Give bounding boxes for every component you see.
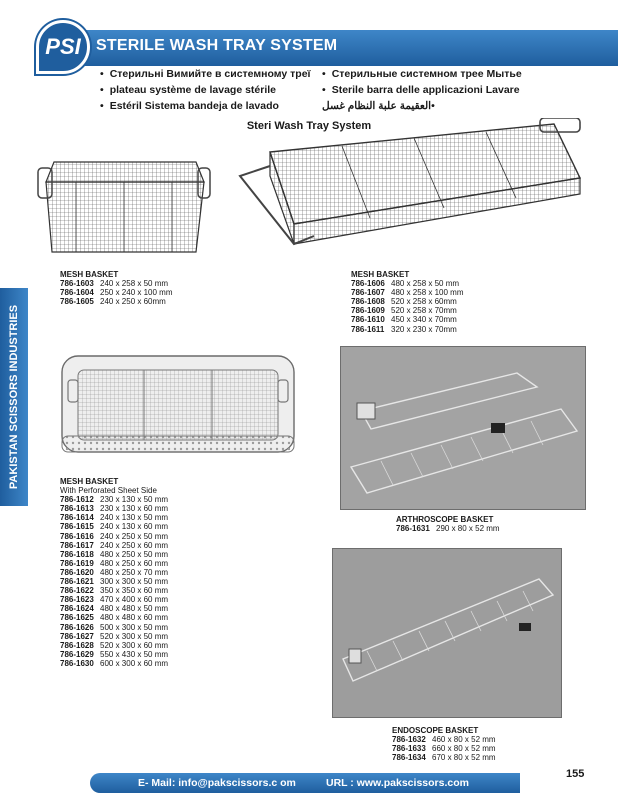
company-logo <box>36 20 90 74</box>
item-code: 786-1619 <box>60 558 94 568</box>
group-title: ARTHROSCOPE BASKET <box>396 515 494 524</box>
page-title: STERILE WASH TRAY SYSTEM <box>96 37 338 54</box>
list-item <box>60 659 168 668</box>
list-item <box>60 532 168 541</box>
mesh-basket-small-image <box>36 148 212 260</box>
list-item <box>60 279 172 288</box>
item-size: 240 x 130 x 60 mm <box>100 522 169 532</box>
list-item <box>60 541 168 550</box>
item-size: 240 x 250 x 50 mm <box>100 531 169 541</box>
list-item <box>60 568 168 577</box>
bullet-item: • العقيمة علبة النظام غسل <box>322 100 544 116</box>
item-code: 786-1610 <box>351 315 385 325</box>
item-size: 660 x 80 x 52 mm <box>432 744 496 754</box>
item-size: 230 x 130 x 60 mm <box>100 504 169 514</box>
item-size: 290 x 80 x 52 mm <box>436 524 500 534</box>
item-code: 786-1609 <box>351 306 385 316</box>
bullet-item: • Estéril Sistema bandeja de lavado <box>100 100 322 116</box>
list-item <box>60 604 168 613</box>
item-code: 786-1629 <box>60 649 94 659</box>
list-item <box>60 586 168 595</box>
item-size: 480 x 258 x 50 mm <box>391 279 460 289</box>
list-item <box>60 595 168 604</box>
item-size: 520 x 258 x 70mm <box>391 306 457 316</box>
item-code: 786-1626 <box>60 622 94 632</box>
footer-url-link[interactable]: URL : www.pakscissors.com <box>326 777 469 789</box>
item-size: 460 x 80 x 52 mm <box>432 735 496 745</box>
footer-email-link[interactable]: E- Mail: info@pakscissors.c om <box>138 777 296 789</box>
list-item <box>60 559 168 568</box>
list-item <box>60 613 168 622</box>
list-item <box>351 306 463 315</box>
product-group-mesh-basket-2 <box>351 270 463 334</box>
bullet-item: • Sterile barra delle applicazioni Lavare <box>322 84 544 100</box>
item-code: 786-1632 <box>392 735 426 745</box>
item-size: 480 x 480 x 60 mm <box>100 613 169 623</box>
list-item <box>351 315 463 324</box>
item-code: 786-1604 <box>60 288 94 298</box>
arthroscope-basket-photo <box>340 346 586 510</box>
multilingual-bullets <box>100 68 580 116</box>
group-title: MESH BASKET <box>60 477 119 486</box>
list-item <box>60 522 168 531</box>
product-group-perforated-basket <box>60 477 168 668</box>
product-group-endoscope-basket <box>392 726 496 762</box>
item-size: 550 x 430 x 50 mm <box>100 649 169 659</box>
logo-text: PSI <box>45 34 81 59</box>
side-label: PAKISTAN SCISSORS INDUSTRIES <box>8 304 20 490</box>
list-item <box>351 297 463 306</box>
item-code: 786-1612 <box>60 495 94 505</box>
item-size: 300 x 300 x 50 mm <box>100 577 169 587</box>
item-size: 480 x 250 x 70 mm <box>100 567 169 577</box>
list-item <box>392 744 496 753</box>
item-code: 786-1630 <box>60 658 94 668</box>
item-size: 670 x 80 x 52 mm <box>432 753 496 763</box>
list-item <box>351 279 463 288</box>
perforated-tray-image <box>58 350 298 458</box>
item-size: 480 x 480 x 50 mm <box>100 604 169 614</box>
bullet-item: • Стерильные системном трее Мытье <box>322 68 544 84</box>
item-size: 450 x 340 x 70mm <box>391 315 457 325</box>
list-item <box>60 550 168 559</box>
list-item <box>60 577 168 586</box>
list-item <box>351 288 463 297</box>
item-size: 320 x 230 x 70mm <box>391 324 457 334</box>
item-size: 240 x 130 x 50 mm <box>100 513 169 523</box>
list-item <box>60 297 172 306</box>
list-item <box>60 650 168 659</box>
item-code: 786-1620 <box>60 567 94 577</box>
item-code: 786-1618 <box>60 549 94 559</box>
item-code: 786-1617 <box>60 540 94 550</box>
bullet-item: • plateau système de lavage stérile <box>100 84 322 100</box>
item-code: 786-1627 <box>60 631 94 641</box>
item-size: 480 x 258 x 100 mm <box>391 288 464 298</box>
product-group-mesh-basket-1 <box>60 270 172 306</box>
item-code: 786-1622 <box>60 586 94 596</box>
list-item <box>351 325 463 334</box>
item-code: 786-1613 <box>60 504 94 514</box>
item-code: 786-1605 <box>60 297 94 307</box>
item-size: 600 x 300 x 60 mm <box>100 658 169 668</box>
item-code: 786-1634 <box>392 753 426 763</box>
list-item <box>60 513 168 522</box>
item-code: 786-1631 <box>396 524 430 534</box>
list-item <box>60 495 168 504</box>
item-code: 786-1621 <box>60 577 94 587</box>
bullet-row <box>100 68 580 84</box>
item-code: 786-1633 <box>392 744 426 754</box>
item-code: 786-1606 <box>351 279 385 289</box>
group-title: MESH BASKET <box>351 270 410 279</box>
item-size: 240 x 258 x 50 mm <box>100 279 169 289</box>
group-title: MESH BASKET <box>60 270 119 279</box>
endoscope-basket-photo <box>332 548 562 718</box>
item-size: 250 x 240 x 100 mm <box>100 288 173 298</box>
list-item <box>392 735 496 744</box>
item-size: 520 x 300 x 60 mm <box>100 640 169 650</box>
item-code: 786-1623 <box>60 595 94 605</box>
list-item <box>60 632 168 641</box>
item-size: 520 x 258 x 60mm <box>391 297 457 307</box>
item-code: 786-1625 <box>60 613 94 623</box>
item-code: 786-1628 <box>60 640 94 650</box>
page-number: 155 <box>566 768 585 780</box>
group-subtitle: With Perforated Sheet Side <box>60 486 157 496</box>
mesh-basket-large-image <box>234 118 594 268</box>
product-group-arthroscope-basket <box>396 515 500 533</box>
item-code: 786-1603 <box>60 279 94 289</box>
section-heading: Steri Wash Tray System <box>246 120 372 132</box>
item-code: 786-1615 <box>60 522 94 532</box>
item-code: 786-1607 <box>351 288 385 298</box>
list-item <box>396 524 500 533</box>
item-size: 350 x 350 x 60 mm <box>100 586 169 596</box>
list-item <box>60 623 168 632</box>
item-size: 230 x 130 x 50 mm <box>100 495 169 505</box>
bullet-row <box>100 100 580 116</box>
item-code: 786-1616 <box>60 531 94 541</box>
item-size: 240 x 250 x 60mm <box>100 297 166 307</box>
item-code: 786-1611 <box>351 324 385 334</box>
list-item <box>60 288 172 297</box>
item-size: 480 x 250 x 50 mm <box>100 549 169 559</box>
item-code: 786-1608 <box>351 297 385 307</box>
item-size: 500 x 300 x 50 mm <box>100 622 169 632</box>
item-size: 520 x 300 x 50 mm <box>100 631 169 641</box>
item-code: 786-1614 <box>60 513 94 523</box>
item-code: 786-1624 <box>60 604 94 614</box>
list-item <box>60 641 168 650</box>
bullet-row <box>100 84 580 100</box>
item-size: 470 x 400 x 60 mm <box>100 595 169 605</box>
list-item <box>60 504 168 513</box>
bullet-item: • Стерильні Вимийте в системному треї <box>100 68 322 84</box>
group-title: ENDOSCOPE BASKET <box>392 726 479 735</box>
list-item <box>392 753 496 762</box>
item-size: 480 x 250 x 60 mm <box>100 558 169 568</box>
item-size: 240 x 250 x 60 mm <box>100 540 169 550</box>
